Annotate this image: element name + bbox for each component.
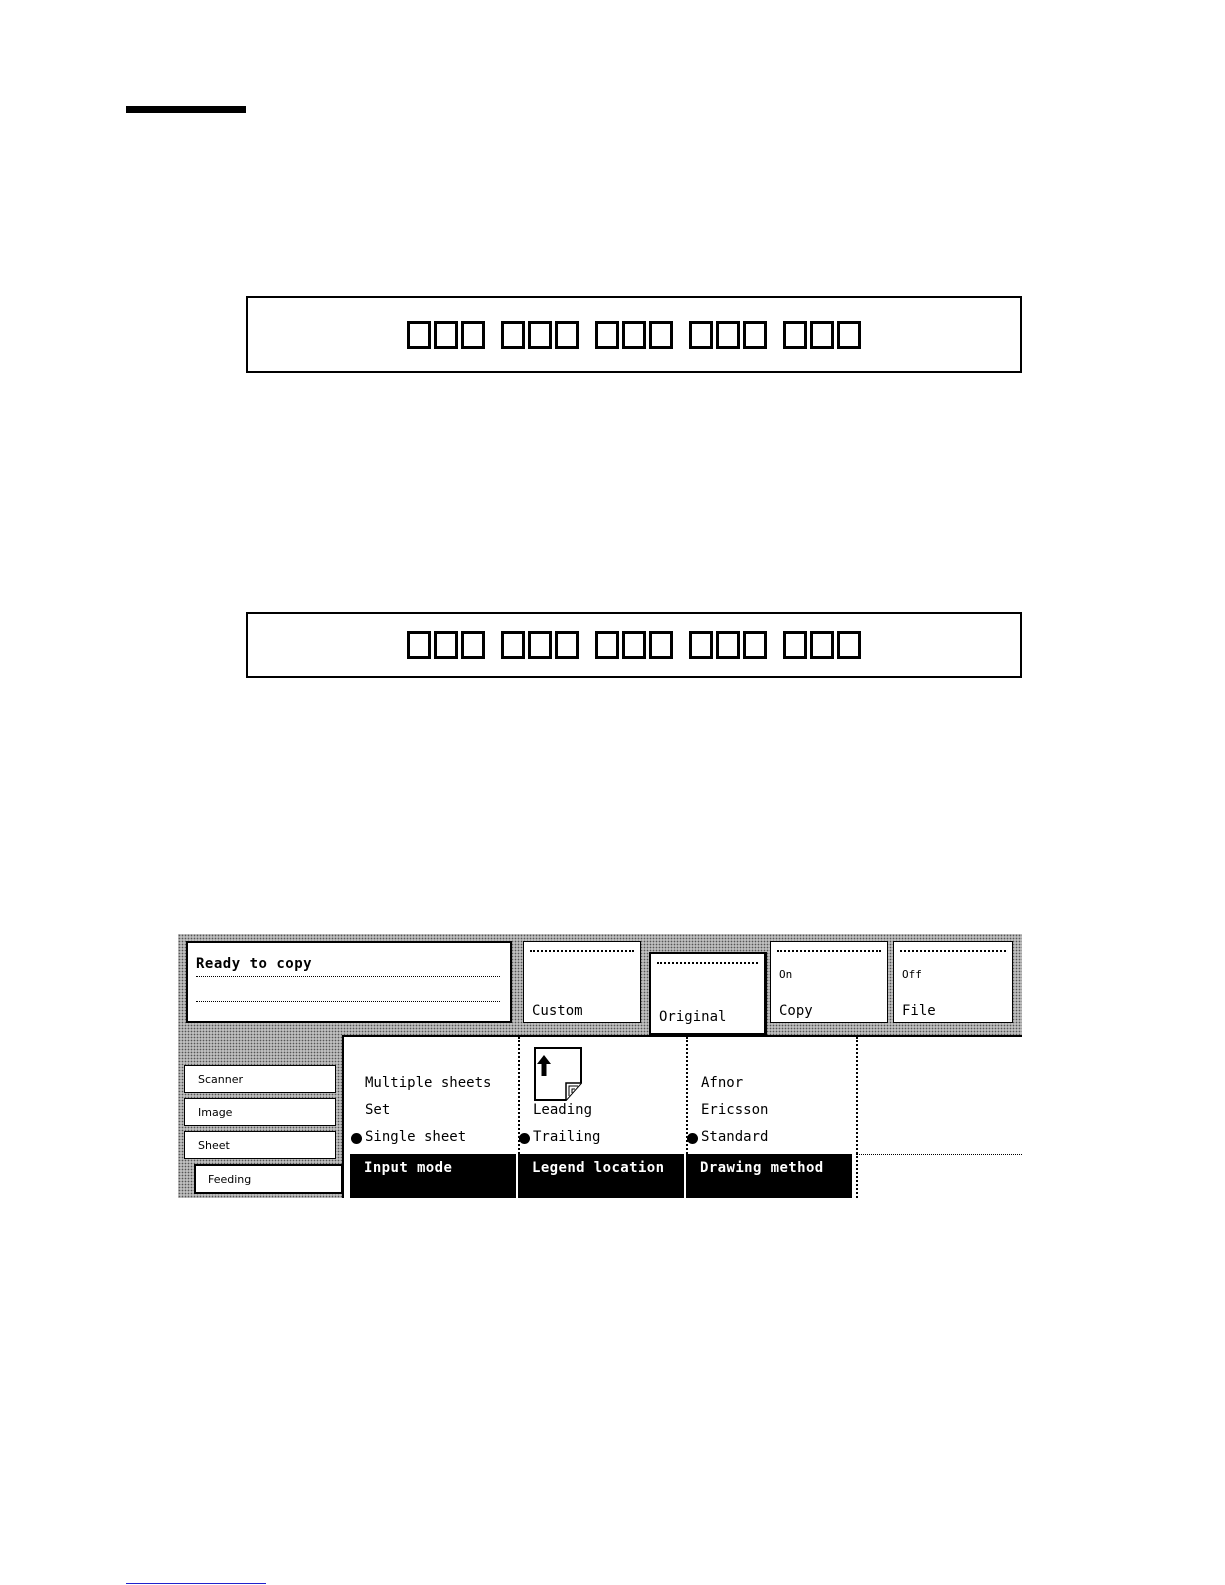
tile-dots [530,950,634,952]
column-divider [856,1154,1022,1155]
legend-location-header: Legend location [518,1154,684,1198]
glyph-group [407,321,485,349]
tile-dots [900,950,1006,952]
status-display [186,941,512,1023]
glyph-group [689,631,767,659]
glyph-group [689,321,767,349]
custom-label: Custom [532,1003,583,1019]
copy-tile-button[interactable] [770,941,888,1023]
empty-column [856,1037,1022,1198]
sidebar-item-feeding[interactable]: Feeding [194,1164,344,1194]
option-single-sheet[interactable]: Single sheet [365,1129,467,1145]
glyph-group [783,631,861,659]
glyph-group [783,321,861,349]
sidebar-item-image[interactable]: Image [184,1098,336,1126]
option-leading[interactable]: Leading [533,1102,593,1118]
option-standard[interactable]: Standard [701,1129,769,1145]
document-arrow-up-icon [534,1047,582,1101]
copy-label: Copy [779,1003,813,1019]
glyph-group [407,631,485,659]
column-separator [856,1037,858,1198]
sidebar-item-scanner[interactable]: Scanner [184,1065,336,1093]
status-title: Ready to copy [196,956,313,972]
legend-location-column [518,1037,686,1198]
top-rule [126,106,246,113]
sidebar-item-sheet[interactable]: Sheet [184,1131,336,1159]
glyph-group [595,321,673,349]
custom-tile-button[interactable] [523,941,641,1023]
bottom-link-rule [126,1583,266,1584]
original-label: Original [659,1009,727,1025]
placeholder-glyph-box-1 [246,296,1022,373]
file-state: Off [902,968,922,981]
selected-bullet-icon [519,1133,530,1144]
file-label: File [902,1003,936,1019]
option-afnor[interactable]: Afnor [701,1075,744,1091]
option-trailing[interactable]: Trailing [533,1129,601,1145]
option-set[interactable]: Set [365,1102,391,1118]
copy-state: On [779,968,793,981]
settings-content [342,1035,1022,1198]
original-tile-button[interactable] [649,952,767,1036]
status-divider [196,976,500,977]
drawing-method-header: Drawing method [686,1154,852,1198]
status-divider [196,1001,500,1002]
input-mode-header: Input mode [350,1154,516,1198]
selected-bullet-icon [351,1133,362,1144]
glyph-group [501,321,579,349]
placeholder-glyph-box-2 [246,612,1022,678]
copier-control-panel [178,934,1022,1198]
file-tile-button[interactable] [893,941,1013,1023]
option-ericsson[interactable]: Ericsson [701,1102,769,1118]
glyph-group [501,631,579,659]
glyph-group [595,631,673,659]
option-multiple-sheets[interactable]: Multiple sheets [365,1075,492,1091]
drawing-method-column [686,1037,854,1198]
input-mode-column [350,1037,518,1198]
selected-bullet-icon [687,1133,698,1144]
tile-dots [777,950,881,952]
tile-dots [657,962,758,964]
